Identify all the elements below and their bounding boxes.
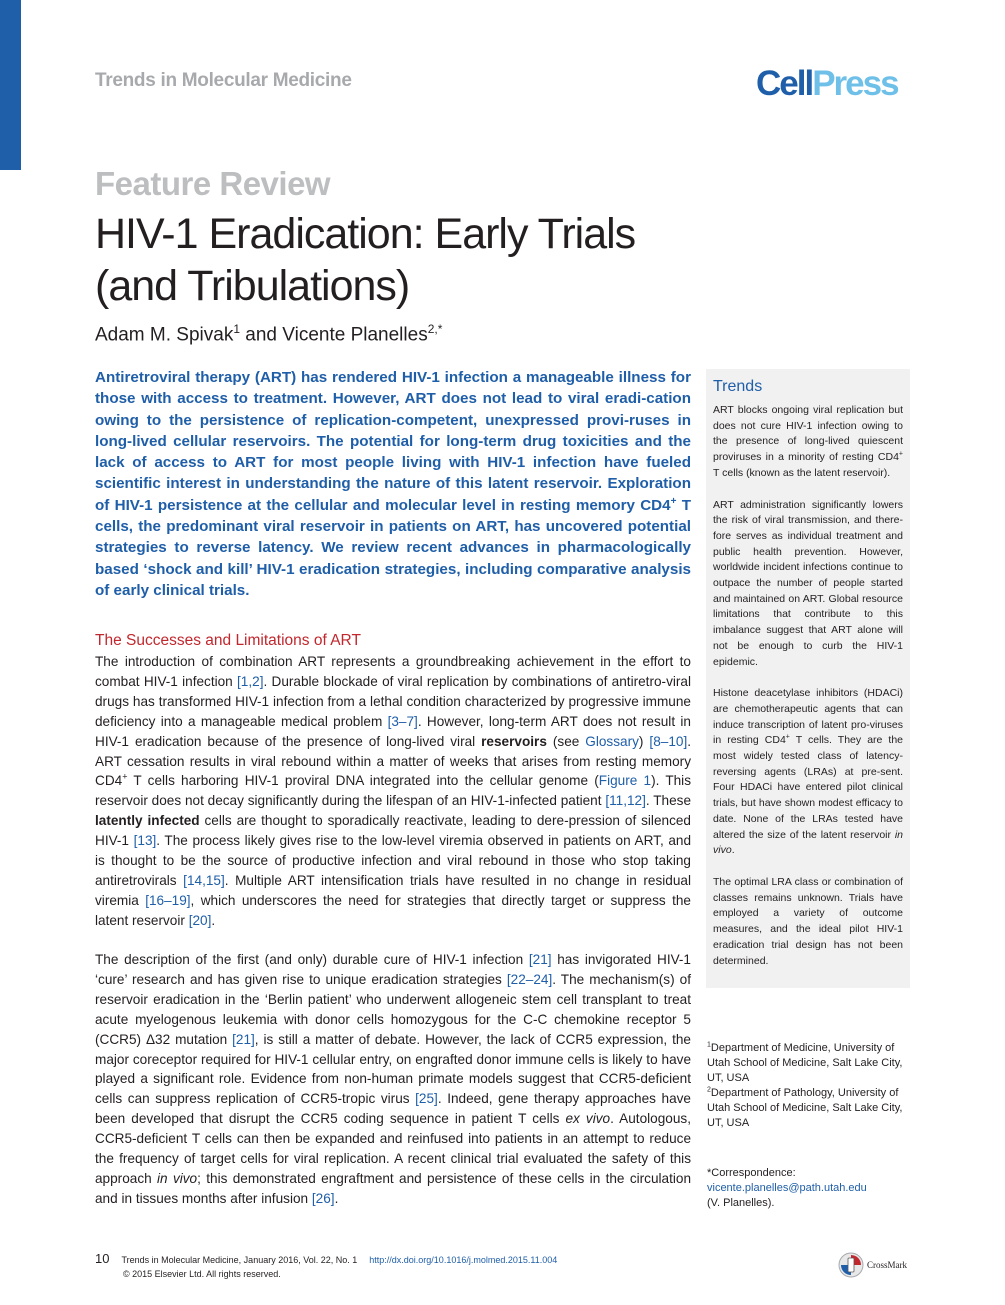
doi-link[interactable]: http://dx.doi.org/10.1016/j.molmed.2015.11.004 [369,1255,558,1265]
glossary-link[interactable]: Glossary [585,733,639,749]
trends-item-3 [713,686,903,859]
cellpress-logo[interactable] [756,64,898,104]
citation-link[interactable]: [21] [528,952,552,967]
section-label: Feature Review [95,165,331,202]
affil-text: Department of Pathology, University of Utah School of Medicine, Salt Lake City, UT, USA [707,1087,903,1129]
citation-link[interactable]: [26] [311,1190,335,1206]
copyright: © 2015 Elsevier Ltd. All rights reserved. [123,1269,281,1279]
affil-number: 1 [707,1041,711,1049]
correspondence-name: (V. Planelles). [707,1197,775,1209]
abstract-text-2: T cells, the predominant viral reservoir in patients on ART, has uncovered potential strategies to reverse latency. We review recent advances in pharmacologically based ‘shock and kill’ HIV-1 eradication strategies, including comparative analysis of early clinical trials. [95,496,692,599]
text: (see [546,733,586,749]
body-paragraph-2 [95,950,691,1209]
text: T cells harboring HIV-1 proviral DNA integrated into the cellular genome ( [127,773,599,789]
abstract-text-1: Antiretroviral therapy (ART) has rendered HIV-1 infection a manageable illness for those with access to treatment. However, ART does not lead to viral eradi-cation owing to the persistence of replication-competent, unexpressed provi-ruses in long-lived cellular reservoirs. The potential for long-term drug toxicities and the lack of access to ART for most people living with HIV-1 infection have fueled scientific interest in understanding the nature of this latent reservoir. Exploration of HIV-1 persistence at the cellular and molecular level in resting memory CD4 [95,369,691,514]
authors-and: and [245,324,277,346]
citation-link[interactable]: [16–19] [145,892,191,908]
text: . [211,912,216,928]
title-line-2: (and Tribulations) [95,262,410,310]
text: . Durable blockade of viral replication by combinations of antiretro-viral drugs has transformed HIV-1 infection from a lethal condition characterized by progressive immune deficiency into a manageable medical problem [95,673,691,729]
affil-text: Department of Medicine, University of Utah School of Medicine, Salt Lake City, UT, USA [707,1042,903,1084]
section-heading: The Successes and Limitations of ART [95,632,361,649]
superscript: + [785,733,790,741]
correspondence [707,1166,912,1211]
citation-link[interactable]: [3–7] [387,713,418,729]
text: Histone deacetylase inhibitors (HDACi) are chemotherapeutic agents that can induce transcription of latent pro-viruses in resting CD4 [713,687,903,747]
crossmark-label: CrossMark [867,1260,907,1270]
text: . Indeed, gene therapy approaches have been developed that disrupt the CCR5 coding sequence in patient T cells [95,1091,691,1127]
logo-press-text: Press [812,64,898,103]
page-number: 10 [95,1251,110,1266]
affiliation-2 [707,1086,912,1131]
citation-link[interactable]: [13] [133,833,157,849]
text: ART blocks ongoing viral replication but does not cure HIV-1 infection owing to the presence of long-lived quiescent proviruses in a minority of resting CD4 [713,404,903,464]
text: . [334,1190,339,1206]
text: ). This reservoir does not decay significantly during the lifespan of an HIV-1-infected patient [95,773,691,809]
correspondence-email[interactable]: vicente.planelles@path.utah.edu [707,1182,867,1194]
author-2-affil: 2,* [427,322,443,336]
trends-item-2: ART administration significantly lowers the risk of viral transmission, and there-fore serves as individual treatment and public health prevention. However, worldwide incident infections continue to outpace the number of people started and maintained on ART. Global resource limitations that contribute to this imbalance suggest that ART alone will not be enough to curb the HIV-1 epidemic. [713,498,903,668]
italic-term: in vivo [713,828,903,857]
superscript: + [898,450,903,458]
text: The description of the first (and only) durable cure of HIV-1 infection [95,952,529,967]
affiliation-1 [707,1041,912,1086]
affil-number: 2 [707,1086,711,1094]
journal-citation: Trends in Molecular Medicine, January 2016, Vol. 22, No. 1 [121,1255,358,1265]
footer-line-1 [95,1252,557,1267]
text: T cells (known as the latent reservoir). [713,466,891,479]
text: . [731,844,735,857]
logo-cell-text: Cell [756,64,813,103]
citation-link[interactable]: [22–24] [506,971,553,987]
body-paragraph-1 [95,652,691,931]
glossary-term-latently-infected: latently infected [95,813,200,829]
figure-link[interactable]: Figure 1 [598,773,652,789]
author-2: Vicente Planelles [282,324,428,346]
citation-link[interactable]: [25] [415,1091,438,1107]
italic-term: ex vivo [565,1111,611,1127]
abstract [95,367,691,601]
text: , which underscores the need for strategies that directly target or suppress the latent reservoir [95,892,691,928]
citation-link[interactable]: [8–10] [649,733,688,749]
citation-link[interactable]: [1,2] [237,673,264,689]
superscript: + [122,771,128,782]
crossmark-badge[interactable] [838,1252,907,1278]
text: . The mechanism(s) of reservoir eradication in the ‘Berlin patient’ who underwent allogeneic stem cell transplant to treat acute myelogenous leukemia with donor cells homozygous for the C-C chemokine receptor 5 (CCR5) Δ32 mutation [95,971,691,1047]
citation-link[interactable]: [21] [232,1031,255,1047]
trends-title: Trends [713,378,763,395]
crossmark-icon [838,1252,864,1278]
author-list [95,322,442,346]
text: . Multiple ART intensification trials have resulted in no change in residual viremia [95,872,691,908]
article-title [95,208,715,312]
text: . However, long-term ART does not result in HIV-1 eradication because of the presence of long-lived viral [95,713,691,749]
text: . The process likely gives rise to the low-level viremia observed in patients on ART, and is thought to be the source of productive infection and viral rebound in those who stop taking antiretrovirals [95,833,692,888]
trends-sidebar [706,369,910,988]
citation-link[interactable]: [11,12] [605,793,646,809]
citation-link[interactable]: [14,15] [183,872,225,888]
text: The introduction of combination ART represents a groundbreaking achievement in the effort to combat HIV-1 infection [95,654,691,689]
text: . These [645,793,692,809]
text: , is still a matter of debate. However, the lack of CCR5 expression, the major coreceptor required for HIV-1 cellular entry, on engrafted donor immune cells is likely to have played a significant role. Evidence from non-human primate models suggest that CCR5-deficient cells can suppress replication of CCR5-tropic virus [95,1031,691,1107]
citation-link[interactable]: [20] [188,912,212,928]
trends-item-1 [713,403,903,482]
text: . Autologous, CCR5-deficient T cells can then be expanded and reinfused into patients in an attempt to reduce the frequency of target cells for viral replication. A recent clinical trial evaluated the safety of this approach [95,1111,691,1186]
text: ) [638,733,650,749]
author-1: Adam M. Spivak [95,324,234,346]
glossary-term-reservoirs: reservoirs [481,733,547,749]
journal-name: Trends in Molecular Medicine [95,70,352,91]
text: cells are thought to sporadically reactivate, leading to dere-pression of silenced HIV-1 [95,813,691,849]
text: . ART cessation results in viral rebound within a matter of weeks that arises from resting memory CD4 [95,733,691,789]
author-1-affil: 1 [233,322,241,336]
text: T cells. They are the most widely tested class of latency-reversing agents (LRAs) at pre-sent. Four HDACi have entered pilot clinical trials, but have shown modest efficacy to date. None of the LRAs tested have altered the size of the latent reservoir [713,734,904,841]
left-accent-bar [0,0,21,170]
title-line-1: HIV-1 Eradication: Early Trials [95,210,636,258]
trends-item-4: The optimal LRA class or combination of classes remains unknown. Trials have employed a variety of outcome measures, and the ideal pilot HIV-1 eradication trial design has not been determined. [713,875,903,967]
correspondence-label: *Correspondence: [707,1167,796,1179]
page-footer [95,1252,557,1281]
abstract-sup: + [670,495,677,507]
text: ; this demonstrated engraftment and persistence of these cells in the circulation and in tissues months after infusion [95,1170,692,1206]
text: has invigorated HIV-1 ‘cure’ research and has given rise to unique eradication strategies [95,952,691,987]
italic-term: in vivo [157,1170,198,1186]
